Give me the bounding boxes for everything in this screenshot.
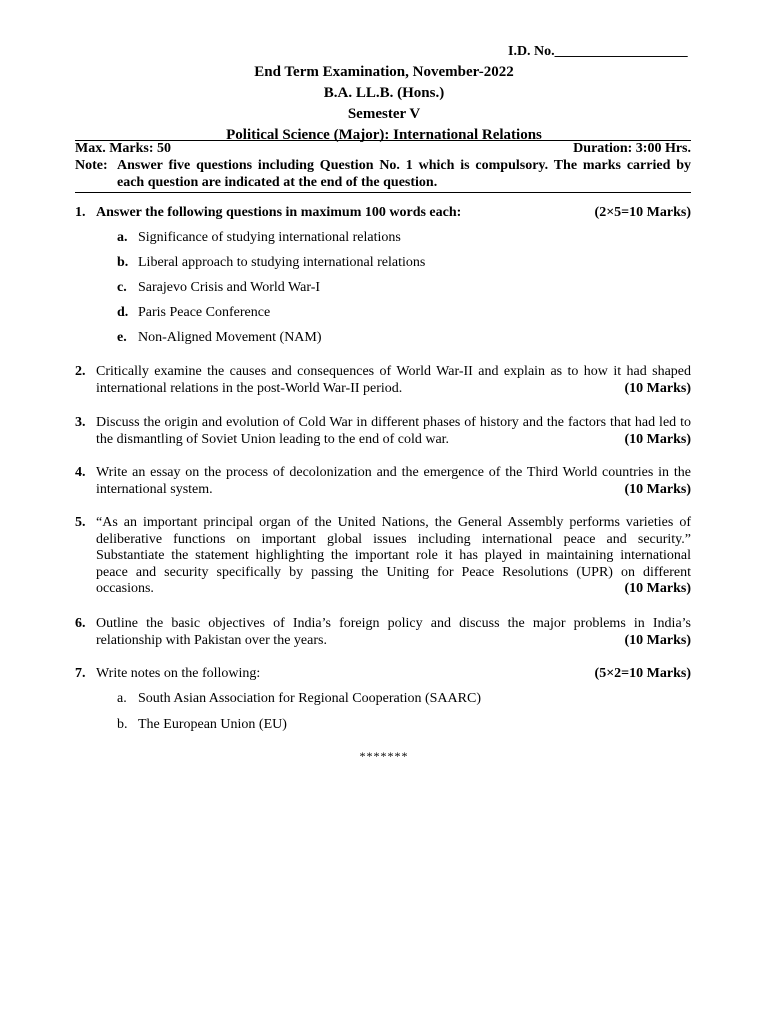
id-number-field: I.D. No.___________________ — [508, 44, 688, 59]
question-text: Substantiate the statement highlighting the important role it has played in maintaining international — [96, 548, 691, 563]
question-5 — [75, 515, 691, 598]
sub-question-text: Significance of studying international relations — [138, 230, 401, 245]
sub-question — [117, 330, 322, 347]
sub-question-label: c. — [117, 280, 127, 295]
question-text: Outline the basic objectives of India’s foreign policy and discuss the major problems in India’s — [96, 616, 691, 631]
question-number: 4. — [75, 465, 86, 480]
question-marks: (10 Marks) — [624, 632, 691, 648]
exam-header — [0, 62, 768, 146]
question-text: Write notes on the following: — [96, 666, 261, 681]
question-marks: (10 Marks) — [624, 481, 691, 497]
sub-question-text: Non-Aligned Movement (NAM) — [138, 330, 322, 345]
sub-question — [117, 280, 320, 297]
question-text: occasions. — [96, 581, 154, 596]
question-text: peace and security specifically by passing the Uniting for Peace Resolutions (UPR) on different — [96, 564, 691, 580]
question-number: 5. — [75, 515, 86, 530]
duration: Duration: 3:00 Hrs. — [573, 141, 691, 156]
question-4 — [75, 465, 691, 498]
question-number: 2. — [75, 364, 86, 379]
question-marks: (10 Marks) — [624, 581, 691, 596]
note-divider — [75, 192, 691, 193]
question-6 — [75, 616, 691, 649]
sub-question — [117, 230, 401, 247]
question-number: 6. — [75, 616, 86, 631]
sub-question-text: Sarajevo Crisis and World War-I — [138, 280, 321, 295]
sub-question-text: South Asian Association for Regional Cooperation (SAARC) — [138, 691, 481, 706]
question-marks: (5×2=10 Marks) — [594, 666, 691, 681]
sub-question-label: a. — [117, 691, 127, 706]
sub-question-text: Liberal approach to studying international relations — [138, 255, 426, 270]
sub-question-label: a. — [117, 230, 128, 245]
question-text: “As an important principal organ of the United Nations, the General Assembly performs varieties of — [96, 515, 691, 530]
question-number: 7. — [75, 666, 86, 681]
sub-question — [117, 305, 270, 322]
exam-title: End Term Examination, November-2022 — [254, 64, 514, 80]
question-text: deliberative functions on important global issues including international peace and security.” — [96, 531, 691, 547]
question-3 — [75, 415, 691, 448]
question-text: international system. — [96, 481, 213, 497]
sub-question-label: b. — [117, 255, 129, 270]
question-number: 1. — [75, 205, 86, 220]
sub-question-label: d. — [117, 305, 129, 320]
question-2 — [75, 364, 691, 397]
question-text: Discuss the origin and evolution of Cold War in different phases of history and the factors that had led to — [96, 415, 691, 430]
sub-question-text: Paris Peace Conference — [138, 305, 271, 320]
sub-question-label: e. — [117, 330, 127, 345]
question-text: Critically examine the causes and consequences of World War-II and explain as to how it had shaped — [96, 364, 691, 379]
sub-question — [117, 717, 287, 734]
question-text: international relations in the post-World War-II period. — [96, 380, 403, 396]
subject-name: Political Science (Major): International Relations — [226, 127, 542, 143]
question-7 — [75, 666, 691, 683]
programme-name: B.A. LL.B. (Hons.) — [323, 85, 445, 101]
note-label: Note: — [75, 158, 108, 173]
sub-question — [117, 691, 481, 708]
end-of-paper-mark: ******* — [359, 749, 409, 763]
sub-question-label: b. — [117, 717, 128, 732]
semester: Semester V — [347, 106, 421, 122]
max-marks: Max. Marks: 50 — [75, 141, 172, 156]
sub-question-text: The European Union (EU) — [138, 717, 287, 732]
note-line-1: Answer five questions including Question No. 1 which is compulsory. The marks carried by — [117, 158, 691, 173]
meta-row — [75, 141, 691, 158]
instructions-note — [75, 158, 691, 191]
question-marks: (2×5=10 Marks) — [594, 205, 691, 220]
question-marks: (10 Marks) — [624, 431, 691, 447]
question-text: Write an essay on the process of decolonization and the emergence of the Third World countries in the — [96, 465, 691, 480]
question-marks: (10 Marks) — [624, 380, 691, 396]
question-number: 3. — [75, 415, 86, 430]
question-text: the dismantling of Soviet Union leading to the end of cold war. — [96, 431, 450, 447]
sub-question — [117, 255, 425, 272]
question-text: relationship with Pakistan over the years. — [96, 632, 327, 648]
question-1 — [75, 205, 691, 222]
question-text: Answer the following questions in maximum 100 words each: — [96, 205, 462, 220]
note-line-2: each question are indicated at the end of the question. — [117, 174, 438, 190]
